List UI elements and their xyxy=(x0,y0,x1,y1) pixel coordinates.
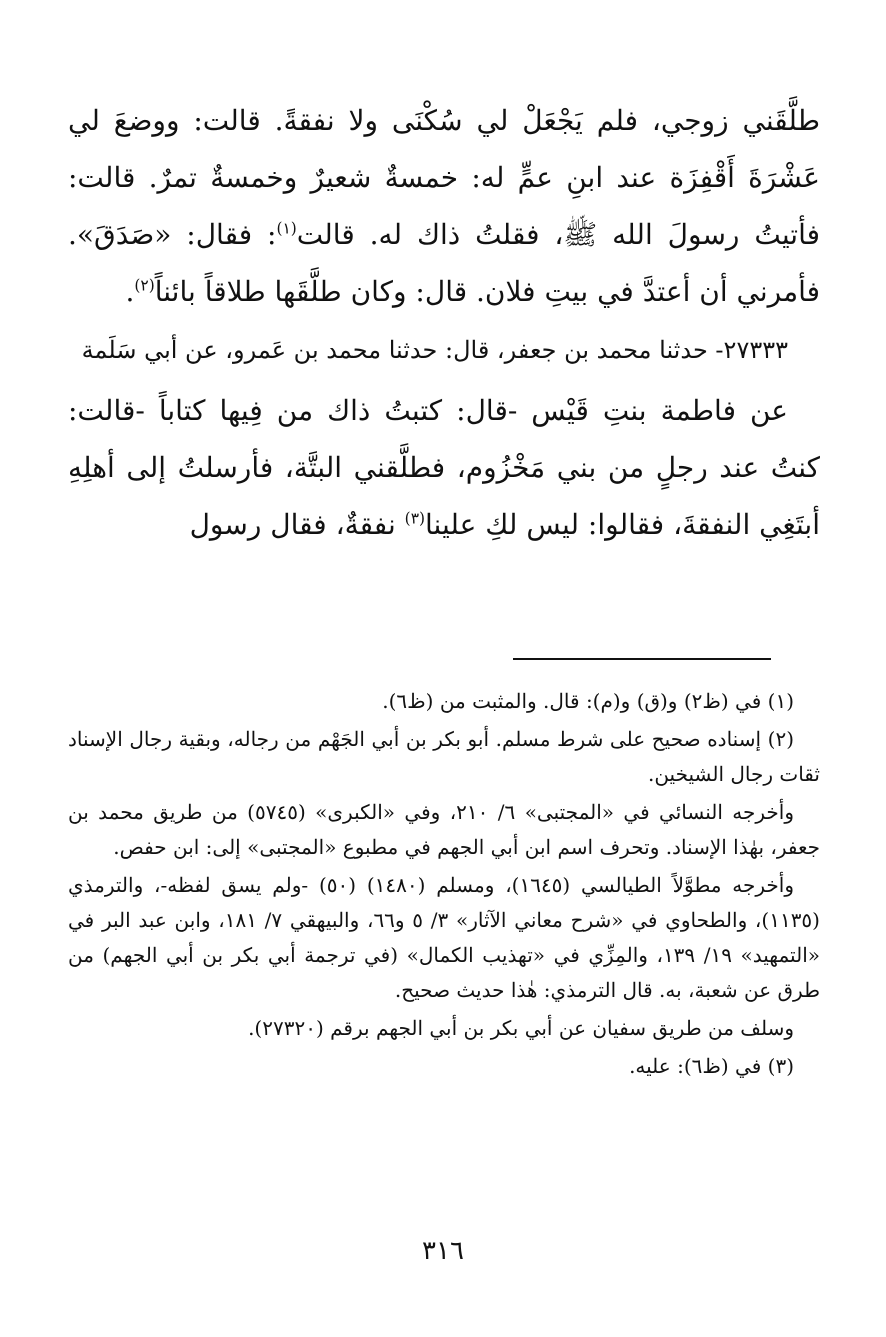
footnotes xyxy=(68,684,820,1087)
footnote-1: (١) في (ظ٢) و(ق) و(م): قال. والمثبت من (ظ٦). xyxy=(382,689,794,713)
text-run: طلَّقَني زوجي، فلم يَجْعَلْ لي سُكْنَى ولا نفقةً. قالت: ووضعَ لي عَشْرَةَ أَقْفِزَة عند ابنِ عمٍّ له: خمسةٌ شعيرٌ وخمسةٌ تمرٌ. قالت: فأتيتُ رسولَ الله ﷺ، فقلتُ ذاك له. قالت xyxy=(68,104,820,251)
hadith-heading: ٢٧٣٣٣- حدثنا محمد بن جعفر، قال: حدثنا محمد بن عَمرو، عن أبي سَلَمة xyxy=(81,336,788,364)
text-run: نفقةٌ، فقال رسول xyxy=(189,508,405,541)
footnote-ref-3[interactable]: (٣) xyxy=(404,509,425,528)
page-number: ٣١٦ xyxy=(422,1236,464,1266)
main-text xyxy=(68,92,820,553)
footnote-2-cont-1: وأخرجه النسائي في «المجتبى» ٦/ ٢١٠، وفي «الكبرى» (٥٧٤٥) من طريق محمد بن جعفر، بهٰذا الإسناد. وتحرف اسم ابن أبي الجهم في مطبوع «المجتبى» إلى: ابن حفص. xyxy=(68,800,820,859)
footnote-2: (٢) إسناده صحيح على شرط مسلم. أبو بكر بن أبي الجَهْم من رجاله، وبقية رجال الإسناد ثقات رجال الشيخين. xyxy=(68,727,820,786)
footnote-2-cont-2: وأخرجه مطوَّلاً الطيالسي (١٦٤٥)، ومسلم (١٤٨٠) (٥٠) -ولم يسق لفظه-، والترمذي (١١٣٥)، والطحاوي في «شرح معاني الآثار» ٣/ ٥ و٦٦، والبيهقي ٧/ ١٨١، وابن عبد البر في «التمهيد» ١٩/ ١٣٩، والمِزِّي في «تهذيب الكمال» (في ترجمة أبي بكر بن أبي الجهم) من طرق عن شعبة، به. قال الترمذي: هٰذا حديث صحيح. xyxy=(68,873,820,1002)
text-run: : فقال: «صَدَقَ». فأمرني أن أعتدَّ في بيتِ فلان. قال: وكان طلَّقَها طلاقاً بائناً xyxy=(68,218,820,308)
footnote-ref-2[interactable]: (٢) xyxy=(134,276,155,295)
paragraph-3 xyxy=(68,382,820,553)
footnote-ref-1[interactable]: (١) xyxy=(276,219,297,238)
text-run: عن فاطمة بنتِ قَيْس -قال: كتبتُ ذاك من فِيها كتاباً -قالت: كنتُ عند رجلٍ من بني مَخْزُوم، فطلَّقني البتَّة، فأرسلتُ إلى أهلِهِ أبتَغِي النفقةَ، فقالوا: ليس لكِ علينا xyxy=(68,394,820,541)
text-run: . xyxy=(125,275,135,308)
footnote-separator xyxy=(513,658,771,660)
footnote-3: (٣) في (ظ٦): عليه. xyxy=(629,1054,794,1078)
footnote-2-cont-3: وسلف من طريق سفيان عن أبي بكر بن أبي الجهم برقم (٢٧٣٢٠). xyxy=(248,1016,794,1040)
paragraph-1 xyxy=(68,92,820,320)
